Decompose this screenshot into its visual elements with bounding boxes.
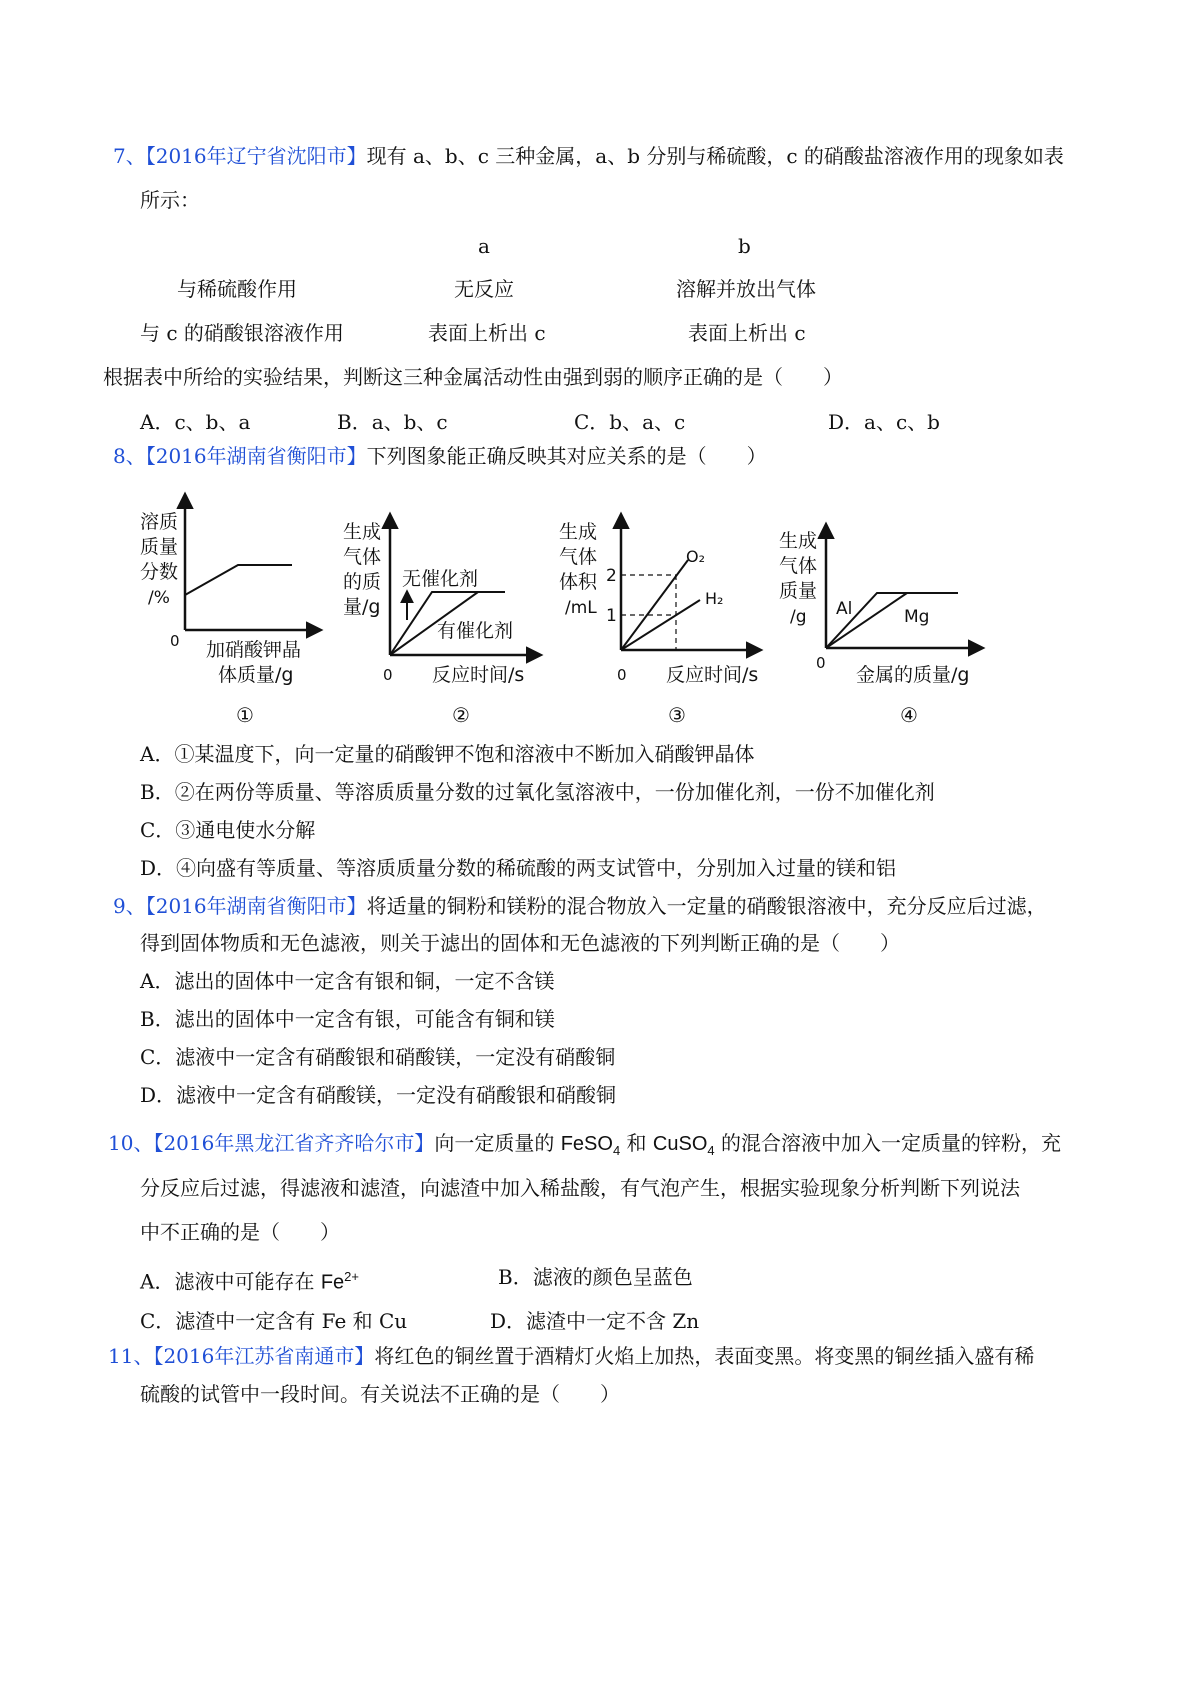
q10-option-a[interactable]	[140, 1264, 359, 1296]
q8-line1	[113, 443, 767, 469]
graph-2	[343, 515, 540, 686]
q7-option-b[interactable]: B．a、b、c	[337, 410, 448, 434]
q9-option-a[interactable]: A．滤出的固体中一定含有银和铜，一定不含镁	[140, 969, 555, 993]
graph-2-origin: 0	[383, 666, 393, 684]
graph-3-origin: 0	[617, 666, 627, 684]
graph-2-ylabel-1: 生成	[343, 521, 382, 543]
q9-line2: 得到固体物质和无色滤液，则关于滤出的固体和无色滤液的下列判断正确的是（ ）	[140, 931, 900, 955]
q10-feso4	[560, 1133, 621, 1158]
q7-table-row2-a: 表面上析出 c	[428, 321, 546, 345]
graph-3-label-o2: O₂	[686, 547, 706, 566]
q7-table-row1-label: 与稀硫酸作用	[177, 277, 297, 301]
graph-1-line	[185, 565, 292, 595]
graph-2-ylabel-3: 的质	[343, 571, 382, 593]
q8-option-b[interactable]: B．②在两份等质量、等溶质质量分数的过氧化氢溶液中，一份加催化剂，一份不加催化剂	[140, 780, 935, 804]
q7-table-row2-b: 表面上析出 c	[688, 321, 806, 345]
q9-text1: 将适量的铜粉和镁粉的混合物放入一定量的硝酸银溶液中，充分反应后过滤，	[366, 894, 1047, 918]
q10-option-b[interactable]: B．滤液的颜色呈蓝色	[498, 1265, 693, 1289]
graph-1-index: ①	[236, 703, 254, 727]
q10-option-a-charge: 2+	[344, 1269, 359, 1284]
q11-number: 11、	[108, 1344, 154, 1368]
graph-4-ylabel-4: /g	[790, 607, 807, 627]
q7-number: 7、	[113, 144, 146, 168]
q10-feso: FeSO	[560, 1133, 613, 1155]
graph-3-index: ③	[668, 703, 686, 727]
graph-4-label-mg: Mg	[904, 607, 930, 627]
q10-source: 【2016年黑龙江省齐齐哈尔市】	[153, 1131, 435, 1155]
graph-3-tick-2: 2	[606, 566, 617, 586]
q9-line1	[113, 893, 1047, 919]
q9-option-c[interactable]: C．滤液中一定含有硝酸银和硝酸镁，一定没有硝酸铜	[140, 1045, 616, 1069]
graph-2-xlabel: 反应时间/s	[432, 664, 525, 686]
q8-graphs	[0, 490, 1200, 740]
q10-cuso: CuSO	[652, 1133, 708, 1155]
q8-number: 8、	[113, 444, 146, 468]
q7-line2: 所示：	[140, 188, 200, 212]
graph-3-ylabel-4: /mL	[565, 598, 597, 618]
q7-option-d[interactable]: D．a、c、b	[828, 410, 940, 434]
graph-1-ylabel-3: 分数	[140, 561, 179, 583]
graph-4-xlabel: 金属的质量/g	[856, 664, 970, 686]
graph-1-ylabel-2: 质量	[140, 536, 179, 558]
q10-option-a-text: A．滤液中可能存在	[140, 1269, 321, 1294]
q8-option-c[interactable]: C．③通电使水分解	[140, 818, 316, 842]
graph-3-ylabel-3: 体积	[559, 571, 598, 593]
q7-table-col-a: a	[478, 234, 490, 258]
graph-3-line-o2	[621, 560, 688, 650]
graph-4-ylabel-1: 生成	[779, 530, 818, 552]
graph-2-index: ②	[452, 703, 470, 727]
graph-3-ylabel-1: 生成	[559, 521, 598, 543]
q7-line1	[113, 143, 1064, 169]
graph-1-ylabel-1: 溶质	[140, 511, 179, 533]
q10-number: 10、	[108, 1131, 154, 1155]
q10-line2: 分反应后过滤，得滤液和滤渣，向滤渣中加入稀盐酸，有气泡产生，根据实验现象分析判断下列说法	[140, 1176, 1020, 1200]
graph-4-label-al: Al	[836, 599, 853, 619]
graph-4-ylabel-2: 气体	[779, 555, 818, 577]
q10-text1c: 的混合溶液中加入一定质量的锌粉，充	[714, 1131, 1061, 1155]
graph-1-xlabel-2: 体质量/g	[218, 664, 294, 686]
q9-number: 9、	[113, 894, 146, 918]
q11-line1	[108, 1343, 1034, 1369]
q8-option-a[interactable]: A．①某温度下，向一定量的硝酸钾不饱和溶液中不断加入硝酸钾晶体	[140, 742, 755, 766]
graph-4-index: ④	[900, 703, 918, 727]
q9-option-d[interactable]: D．滤液中一定含有硝酸镁，一定没有硝酸银和硝酸铜	[140, 1083, 617, 1107]
q11-line2: 硫酸的试管中一段时间。有关说法不正确的是（ ）	[140, 1382, 620, 1406]
q11-source: 【2016年江苏省南通市】	[153, 1344, 375, 1368]
q8-option-d[interactable]: D．④向盛有等质量、等溶质质量分数的稀硫酸的两支试管中，分别加入过量的镁和铝	[140, 856, 897, 880]
q7-table-row1-b: 溶解并放出气体	[676, 277, 816, 301]
graph-3	[559, 515, 760, 686]
graph-3-label-h2: H₂	[705, 589, 724, 608]
q10-text1a: 向一定质量的	[434, 1131, 561, 1155]
q7-table-row1-a: 无反应	[454, 277, 514, 301]
q9-option-b[interactable]: B．滤出的固体中一定含有银，可能含有铜和镁	[140, 1007, 555, 1031]
graph-3-xlabel: 反应时间/s	[666, 664, 759, 686]
q10-line1	[108, 1130, 1061, 1164]
q8-text: 下列图象能正确反映其对应关系的是（ ）	[366, 444, 767, 468]
q10-feso4-sub: 4	[612, 1143, 621, 1158]
q7-option-c[interactable]: C．b、a、c	[574, 410, 686, 434]
q10-option-d[interactable]: D．滤渣中一定不含 Zn	[490, 1309, 700, 1333]
graph-1-ylabel-4: /%	[148, 588, 170, 608]
graph-4	[779, 525, 982, 686]
graph-1-xlabel-1: 加硝酸钾晶	[206, 639, 302, 661]
q7-text1: 现有 a、b、c 三种金属，a、b 分别与稀硫酸，c 的硝酸盐溶液作用的现象如表	[366, 144, 1064, 168]
q10-text1b: 和	[620, 1131, 653, 1155]
graph-2-label-catalyst: 有催化剂	[437, 620, 514, 642]
q7-source: 【2016年辽宁省沈阳市】	[145, 144, 367, 168]
q10-line3: 中不正确的是（ ）	[140, 1220, 340, 1244]
graph-1	[140, 495, 320, 686]
q7-option-a[interactable]: A．c、b、a	[140, 410, 251, 434]
q7-table-col-b: b	[738, 234, 751, 258]
q10-cuso4-sub: 4	[707, 1143, 715, 1158]
q7-question: 根据表中所给的实验结果，判断这三种金属活动性由强到弱的顺序正确的是（ ）	[103, 365, 843, 389]
q10-option-a-ion: Fe	[320, 1271, 345, 1294]
graph-2-ylabel-2: 气体	[343, 546, 382, 568]
q8-source: 【2016年湖南省衡阳市】	[145, 444, 367, 468]
graph-4-ylabel-3: 质量	[779, 580, 818, 602]
graph-1-origin: 0	[170, 632, 180, 650]
q11-text1: 将红色的铜丝置于酒精灯火焰上加热，表面变黑。将变黑的铜丝插入盛有稀	[374, 1344, 1035, 1368]
graph-2-ylabel-4: 量/g	[343, 596, 381, 618]
graph-3-line-h2	[621, 600, 700, 650]
q7-table-row2-label: 与 c 的硝酸银溶液作用	[140, 321, 344, 345]
graph-3-tick-1: 1	[606, 606, 617, 626]
q9-source: 【2016年湖南省衡阳市】	[145, 894, 367, 918]
graph-4-origin: 0	[816, 654, 826, 672]
graph-3-ylabel-2: 气体	[559, 546, 598, 568]
q10-option-c[interactable]: C．滤渣中一定含有 Fe 和 Cu	[140, 1309, 408, 1333]
q10-cuso4	[652, 1133, 715, 1158]
graph-2-label-no-catalyst: 无催化剂	[402, 568, 479, 590]
